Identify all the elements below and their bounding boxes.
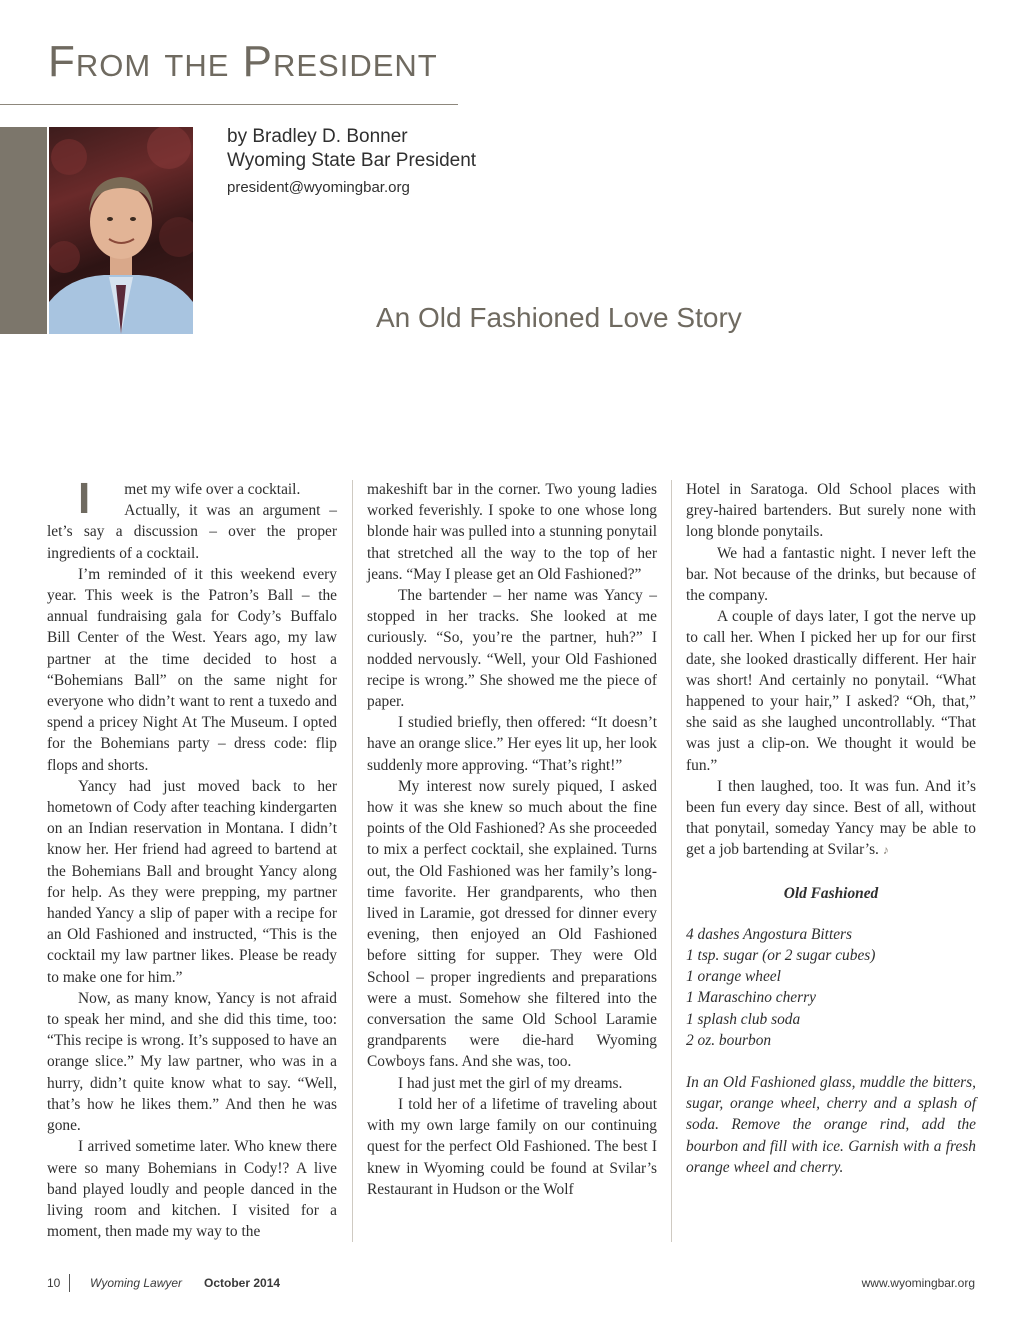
article-column-1	[47, 474, 337, 1244]
page-title: From the President	[48, 37, 438, 86]
article-paragraph: I then laughed, too. It was fun. And it’s been fun every day since. Best of all, without that ponytail, someday Yancy may be able to get a job bartending at Svilar’s. ♪	[686, 777, 976, 859]
article-paragraph: I arrived sometime later. Who knew there were so many Bohemians in Cody!? A live band played loudly and people danced in the living room and kitchen. I visited for a moment, then made my way to the	[47, 1138, 337, 1241]
article-paragraph: Yancy had just moved back to her hometown of Cody after teaching kindergarten on an Indian reservation in Montana. I didn’t know her. Her friend had agreed to bartend at the Bohemians Ball and brought Yancy along for help. As they were prepping, my partner handed Yancy a slip of paper with a recipe for an Old Fashioned and instructed, “This is the cocktail my law partner likes. Please be ready to make one for him.”	[47, 777, 337, 986]
recipe-ingredient: 2 oz. bourbon	[686, 1031, 772, 1049]
article-column-2	[367, 479, 657, 1244]
author-email[interactable]: president@wyomingbar.org	[227, 179, 410, 196]
article-paragraph: The bartender – her name was Yancy – stopped in her tracks. She looked at me curiously. “So, you’re the partner, huh?” I nodded nervously. “Well, your Old Fashioned recipe is wrong.” She showed me the piece of paper.	[367, 587, 657, 711]
side-accent-bar	[0, 127, 47, 334]
article-paragraph: We had a fantastic night. I never left the bar. Not because of the drinks, but because of the company.	[686, 544, 976, 605]
byline	[227, 125, 476, 196]
article-paragraph: I met my wife over a cocktail.	[47, 479, 337, 500]
article-paragraph: My interest now surely piqued, I asked how it was she knew so much about the fine points of the Old Fashioned? As she proceeded to mix a perfect cocktail, she explained. Turns out, the Old Fashioned was her family’s long-time favorite. Her grandparents, who then lived in Laramie, got dressed for dinner every evening, then enjoyed an Old Fashioned before sitting for supper. They were Old School – proper ingredients and preparations were a must. Somehow she filtered into the conversation the same Old School Laramie grandparents were die-hard Wyoming Cowboys fans. And she was, too.	[367, 777, 657, 1071]
page-footer	[47, 1274, 975, 1292]
article-paragraph: Hotel in Saratoga. Old School places with grey-haired bartenders. But surely none with long blonde ponytails.	[686, 481, 976, 541]
author-photo	[49, 127, 193, 334]
recipe-ingredient: 1 splash club soda	[686, 1010, 801, 1028]
author-photo-illustration	[49, 127, 193, 334]
article-paragraph: I studied briefly, then offered: “It doesn’t have an orange slice.” Her eyes lit up, her look suddenly more approving. “That’s right!”	[367, 714, 657, 774]
article-paragraph: Actually, it was an argument – let’s say a discussion – over the proper ingredients of a cocktail.	[47, 502, 337, 562]
drop-cap: I	[78, 474, 91, 523]
header-divider	[0, 104, 458, 105]
story-title: An Old Fashioned Love Story	[376, 302, 742, 333]
recipe-ingredient: 1 Maraschino cherry	[686, 989, 816, 1007]
article-paragraph: A couple of days later, I got the nerve up to call her. When I picked her up for our first date, she looked drastically different. Her hair was short! And certainly no ponytail. “What happened to your hair,” I asked? “Oh, that,” she said as she laughed uncontrollably. “That was just a clip-on. We thought it would be fun.”	[686, 608, 976, 774]
page-number: 10	[47, 1276, 61, 1290]
column-divider	[671, 480, 672, 1242]
article-paragraph: I had just met the girl of my dreams.	[398, 1074, 623, 1092]
footer-separator	[69, 1274, 70, 1292]
recipe-title: Old Fashioned	[783, 884, 879, 902]
author-role: Wyoming State Bar President	[227, 150, 477, 171]
article-paragraph: I’m reminded of it this weekend every year. This week is the Patron’s Ball – the annual fundraising gala for Cody’s Buffalo Bill Center of the West. Years ago, my law partner at the time decided to host a “Bohemians Ball” on the same night for everyone who didn’t want to rent a tuxedo and spend a pricey Night At The Museum. I opted for the Bohemians party – dress code: flip flops and shorts.	[47, 565, 337, 774]
issue-date: October 2014	[204, 1276, 281, 1290]
article-paragraph: Now, as many know, Yancy is not afraid to speak her mind, and she did this time, too: “This recipe is wrong. It’s supposed to have an orange slice.” My law partner, who was in a hurry, didn’t quite know what to say. “Well, that’s how he likes them.” And then he was gone.	[47, 989, 337, 1135]
recipe-instructions: In an Old Fashioned glass, muddle the bitters, sugar, orange wheel, cherry and a splash of soda. Remove the orange rind, add the bourbon and fill with ice. Garnish with a fresh orange wheel and cherry.	[686, 1074, 976, 1176]
end-mark-icon: ♪	[882, 843, 889, 858]
recipe-ingredient: 4 dashes Angostura Bitters	[686, 925, 853, 943]
article-paragraph: I told her of a lifetime of traveling about with my own large family on our continuing quest for the perfect Old Fashioned. The best I knew in Wyoming could be found at Svilar’s Restaurant in Hudson or the Wolf	[367, 1095, 657, 1198]
website-link[interactable]: www.wyomingbar.org	[861, 1276, 975, 1290]
article-paragraph: makeshift bar in the corner. Two young ladies worked feverishly. I spoke to one whose long blonde hair was pulled into a stunning ponytail that stretched all the way to the top of her jeans. “May I please get an Old Fashioned?”	[367, 481, 657, 583]
recipe-ingredient: 1 orange wheel	[686, 968, 781, 986]
column-divider	[352, 480, 353, 1242]
article-column-3	[686, 479, 976, 1244]
author-name: by Bradley D. Bonner	[227, 126, 408, 147]
recipe-ingredients	[686, 924, 976, 1051]
publication-name: Wyoming Lawyer	[90, 1276, 183, 1290]
recipe-ingredient: 1 tsp. sugar (or 2 sugar cubes)	[686, 947, 876, 965]
